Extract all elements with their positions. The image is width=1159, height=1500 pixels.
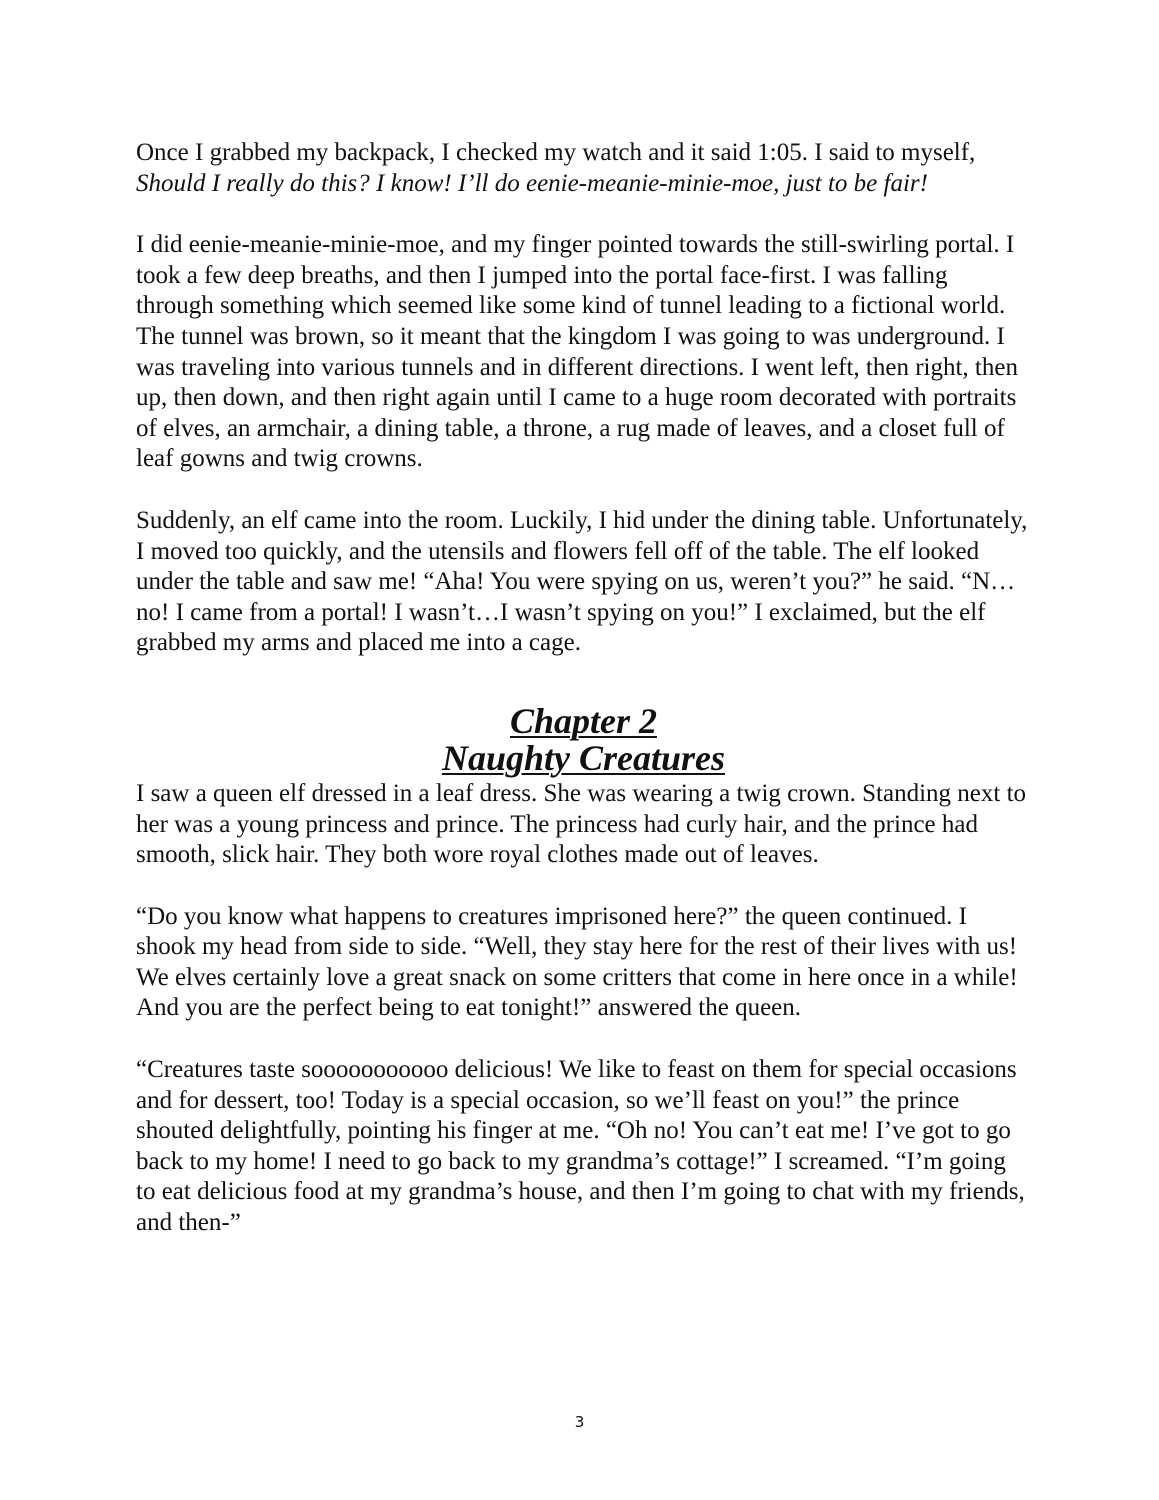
book-page — [136, 138, 1031, 1239]
paragraph-2: I did eenie-meanie-minie-moe, and my finger pointed towards the still-swirling portal. I took a few deep breaths, and then I jumped into the portal face-first. I was falling through something which seemed like some kind of tunnel leading to a fictional world. The tunnel was brown, so it meant that the kingdom I was going to was underground. I was traveling into various tunnels and in different directions. I went left, then right, then up, then down, and then right again until I came to a huge room decorated with portraits of elves, an armchair, a dining table, a throne, a rug made of leaves, and a closet full of leaf gowns and twig crowns. — [136, 231, 1018, 473]
page-number: 3 — [574, 1413, 585, 1431]
chapter-heading — [136, 700, 1031, 778]
chapter-2-section — [136, 779, 1031, 1239]
paragraph-1 — [136, 138, 1031, 199]
paragraph-3: Suddenly, an elf came into the room. Luckily, I hid under the dining table. Unfortunately, I moved too quickly, and the utensils and flowers fell off of the table. The elf looked under the table and saw me! “Aha! You were spying on us, weren’t you?” he said. “N…no! I came from a portal! I wasn’t…I wasn’t spying on you!” I exclaimed, but the elf grabbed my arms and placed me into a cage. — [136, 506, 1028, 657]
paragraph-6: “Creatures taste sooooooooooo delicious! We like to feast on them for special occasions and for dessert, too! Today is a special occasion, so we’ll feast on you!” the prince shouted delightfully, pointing his finger at me. “Oh no! You can’t eat me! I’ve got to go back to my home! I need to go back to my grandma’s cottage!” I screamed. “I’m going to eat delicious food at my grandma’s house, and then I’m going to chat with my friends, and then-” — [136, 1056, 1025, 1237]
paragraph-4: I saw a queen elf dressed in a leaf dress. She was wearing a twig crown. Standing next to her was a young princess and prince. The princess had curly hair, and the prince had smooth, slick hair. They both wore royal clothes made out of leaves. — [136, 779, 1027, 869]
paragraph-1-italic-thought: Should I really do this? I know! I’ll do eenie-meanie-minie-moe, just to be fair! — [136, 169, 928, 197]
chapter-title: Naughty Creatures — [441, 737, 726, 778]
paragraph-1-text: Once I grabbed my backpack, I checked my watch and it said 1:05. I said to myself, — [136, 139, 976, 166]
chapter-number: Chapter 2 — [509, 700, 658, 741]
chapter-1-section — [136, 138, 1031, 659]
paragraph-5: “Do you know what happens to creatures imprisoned here?” the queen continued. I shook my head from side to side. “Well, they stay here for the rest of their lives with us! We elves certainly love a great snack on some critters that come in here once in a while! And you are the perfect being to eat tonight!” answered the queen. — [136, 902, 1018, 1022]
